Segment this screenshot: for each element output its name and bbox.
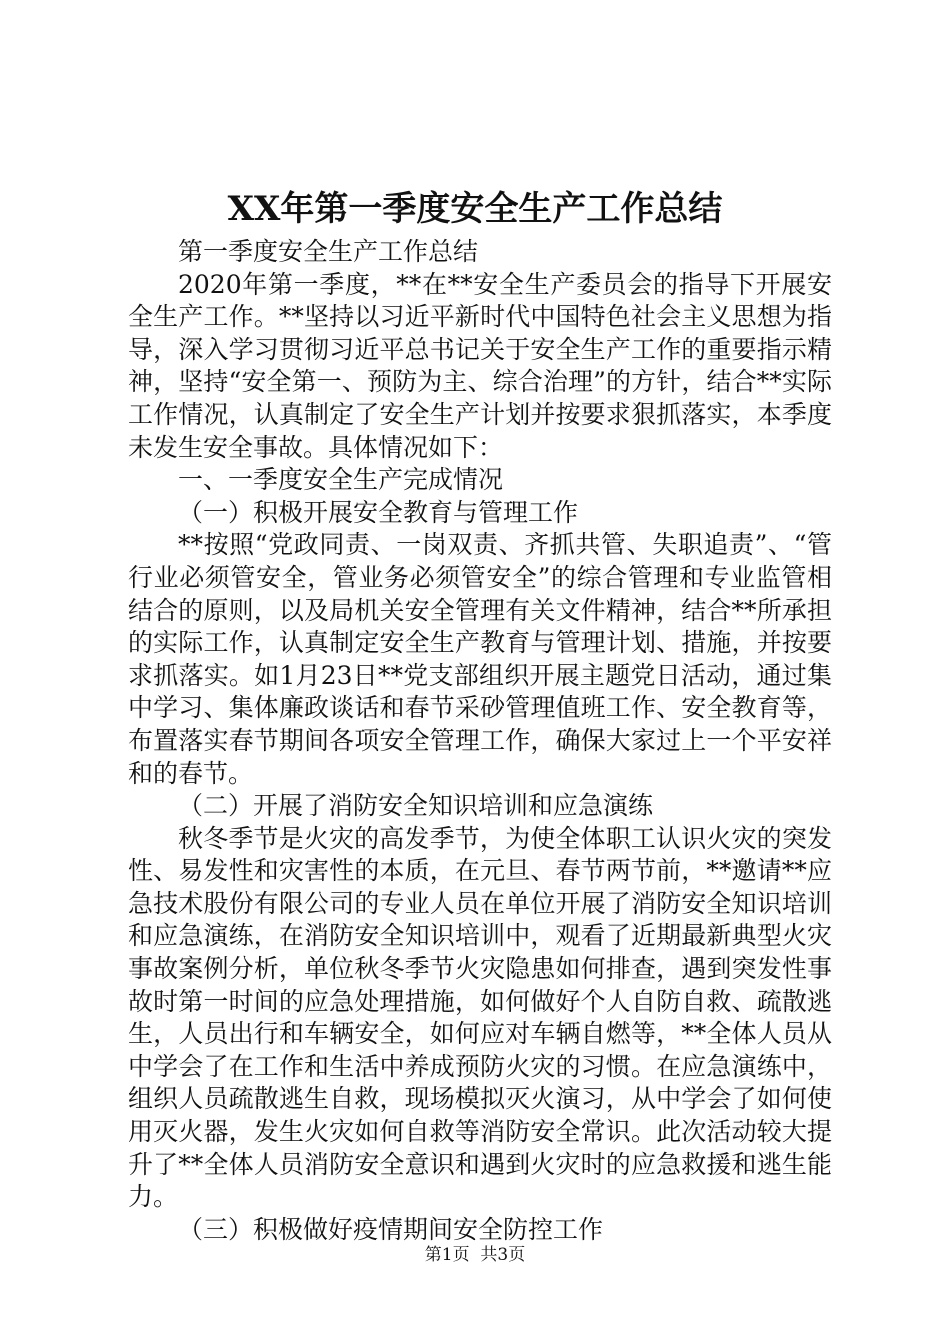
page-total: 共3页 [480,1245,526,1265]
subsection-heading-1: （一）积极开展安全教育与管理工作 [178,497,579,527]
page-footer [0,1243,950,1267]
paragraph-education: **按照“党政同责、一岗双责、齐抓共管、失职追责”、“管行业必须管安全，管业务必须管安全”的综合管理和专业监管相结合的原则，以及局机关安全管理有关文件精神，结合**所承担的实际工作，认真制定安全生产教育与管理计划、措施，并按要求抓落实。如1月23日**党支部组织开展主题党日活动，通过集中学习、集体廉政谈话和春节采砂管理值班工作、安全教育等，布置落实春节期间各项安全管理工作，确保大家过上一个平安祥和的春节。 [128,530,832,788]
paragraph-intro: 2020年第一季度，**在**安全生产委员会的指导下开展安全生产工作。**坚持以习近平新时代中国特色社会主义思想为指导，深入学习贯彻习近平总书记关于安全生产工作的重要指示精神，坚持“安全第一、预防为主、综合治理”的方针，结合**实际工作情况，认真制定了安全生产计划并按要求狠抓落实，本季度未发生安全事故。具体情况如下： [128,269,832,462]
paragraph-fire-safety: 秋冬季节是火灾的高发季节，为使全体职工认识火灾的突发性、易发性和灾害性的本质，在元旦、春节两节前，**邀请**应急技术股份有限公司的专业人员在单位开展了消防安全知识培训和应急演练，在消防安全知识培训中，观看了近期最新典型火灾事故案例分析，单位秋冬季节火灾隐患如何排查，遇到突发性事故时第一时间的应急处理措施，如何做好个人自防自救、疏散逃生，人员出行和车辆安全，如何应对车辆自燃等，**全体人员从中学会了在工作和生活中养成预防火灾的习惯。在应急演练中，组织人员疏散逃生自救，现场模拟灭火演习，从中学会了如何使用灭火器，发生火灾如何自救等消防安全常识。此次活动较大提升了**全体人员消防安全意识和遇到火灾时的应急救援和逃生能力。 [128,823,832,1212]
page-number: 第1页 [424,1245,470,1265]
document-body [128,236,832,1246]
section-heading-1: 一、一季度安全生产完成情况 [178,465,504,495]
subsection-heading-3: （三）积极做好疫情期间安全防控工作 [178,1214,604,1244]
document-title: XX年第一季度安全生产工作总结 [227,189,723,229]
paragraph-subtitle: 第一季度安全生产工作总结 [178,237,479,266]
subsection-heading-2: （二）开展了消防安全知识培训和应急演练 [178,791,654,821]
